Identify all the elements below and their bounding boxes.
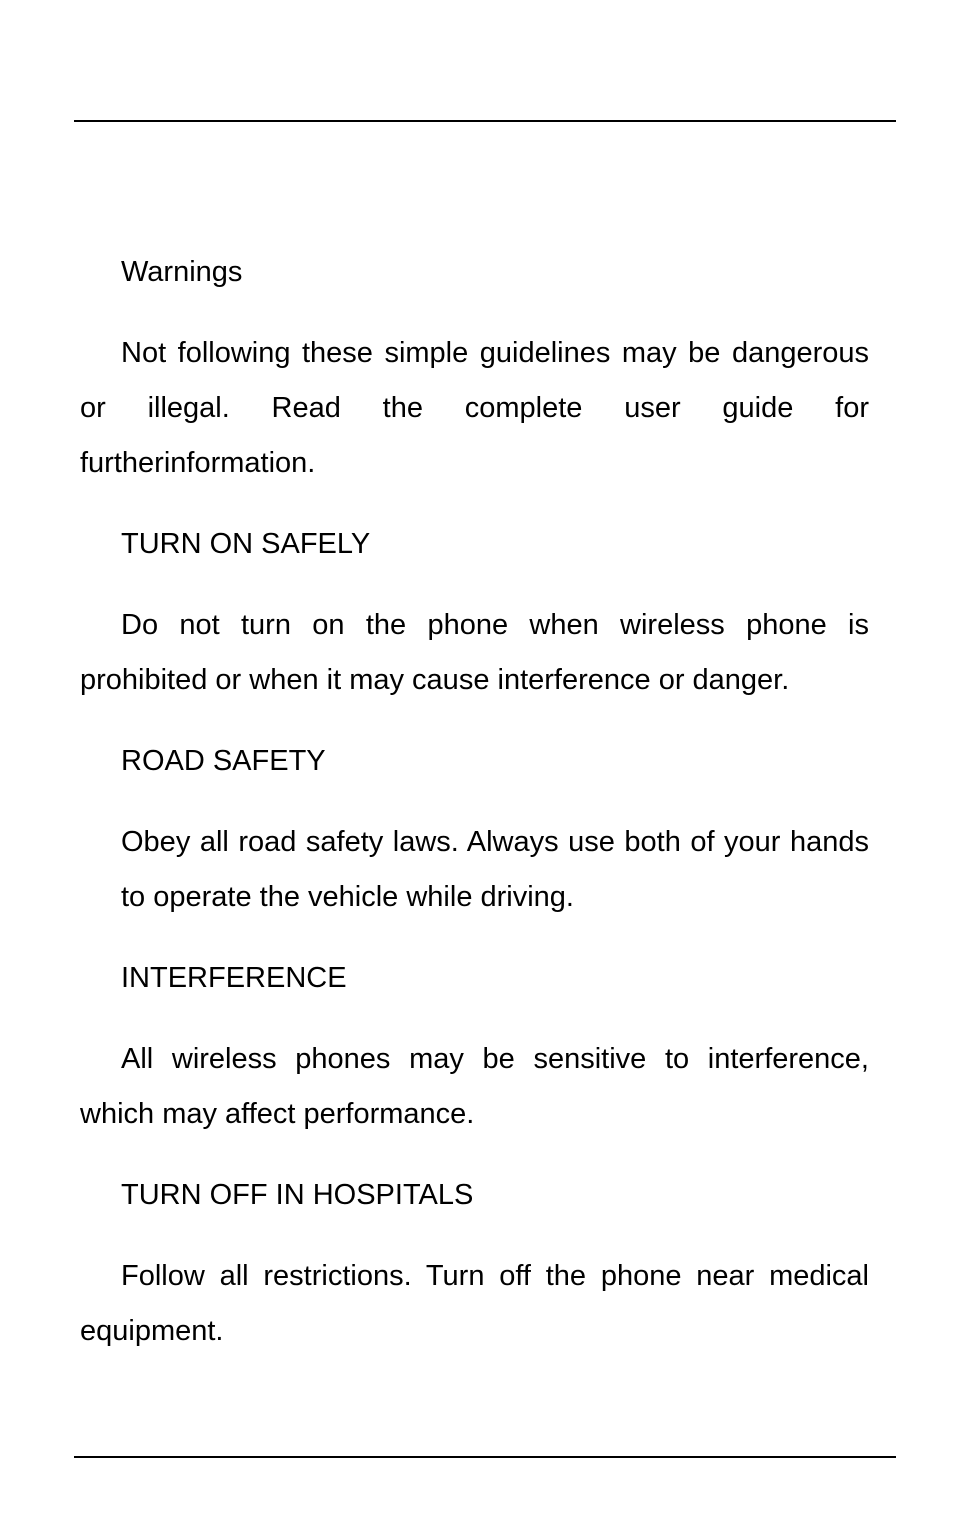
section-text-warnings: Not following these simple guidelines may be dangerous or illegal. Read the complete user guide for furtherinformation. [80,337,869,479]
section-heading-road-safety: ROAD SAFETY [121,745,326,777]
section-text-turn-on-safely: Do not turn on the phone when wireless phone is prohibited or when it may cause interference or danger. [80,609,869,696]
document-body [80,245,869,1385]
section-text-road-safety: Obey all road safety laws. Always use both of your hands to operate the vehicle while driving. [121,826,869,913]
header-rule [74,120,896,122]
section-heading-turn-on-safely: TURN ON SAFELY [121,528,371,560]
section-text-interference: All wireless phones may be sensitive to interference, which may affect performance. [80,1043,869,1130]
section-heading-turn-off-in-hospitals: TURN OFF IN HOSPITALS [121,1179,474,1211]
footer-rule [74,1456,896,1458]
section-heading-warnings: Warnings [121,256,243,288]
section-heading-interference: INTERFERENCE [121,962,347,994]
section-text-turn-off-in-hospitals: Follow all restrictions. Turn off the phone near medical equipment. [80,1260,869,1347]
